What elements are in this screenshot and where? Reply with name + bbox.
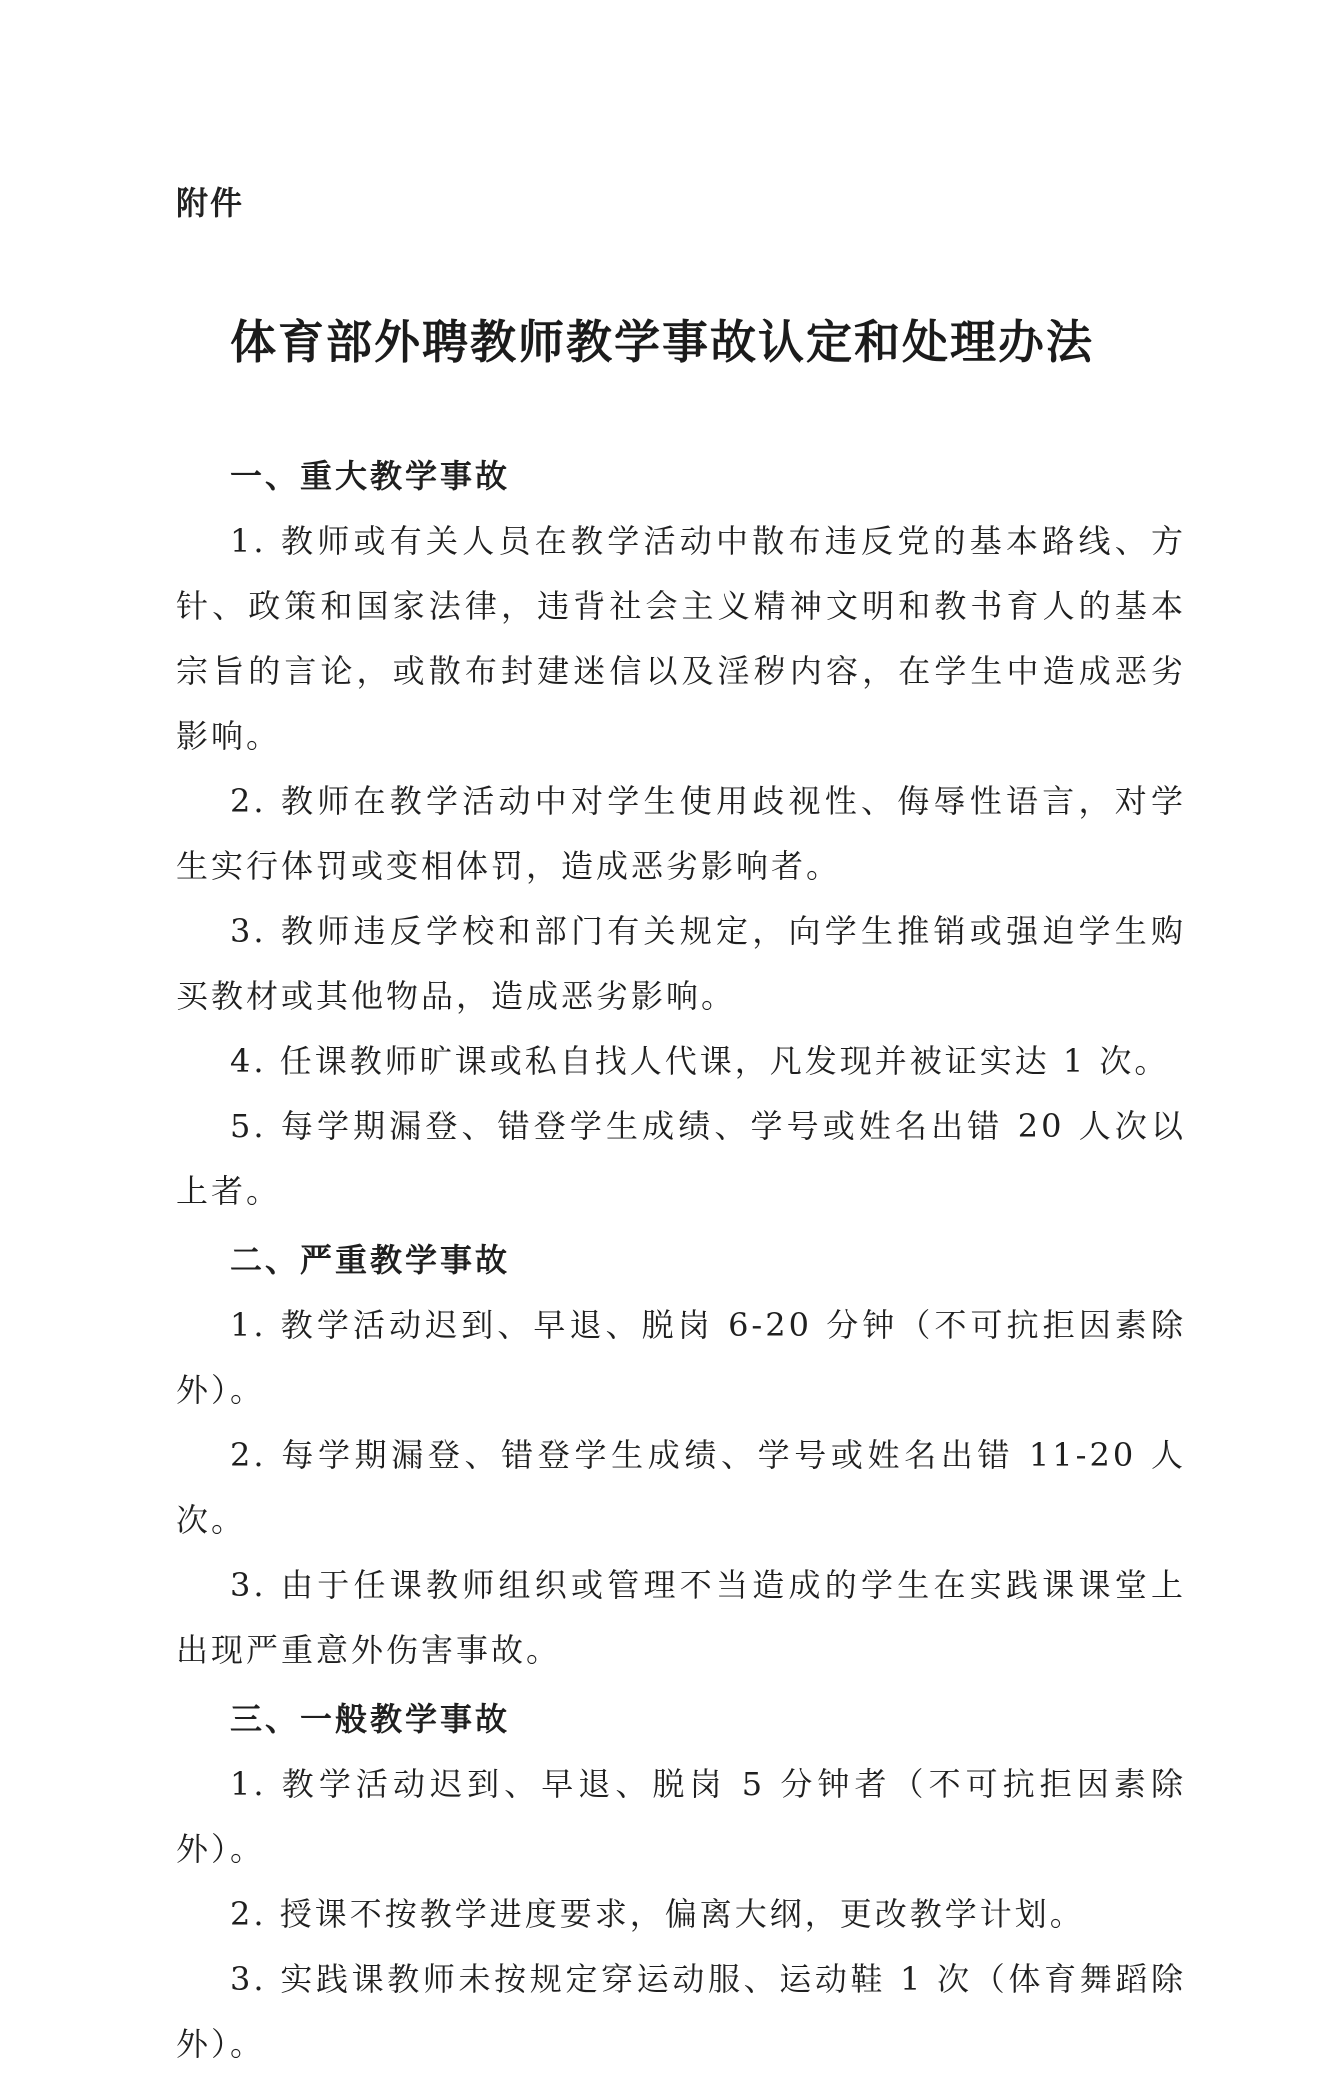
- attachment-label: 附件: [176, 184, 245, 222]
- clause: 4. 任课教师旷课或私自找人代课，凡发现并被证实达 1 次。: [230, 1042, 1170, 1080]
- section-2: [176, 1228, 1186, 1683]
- clause: 3. 教师违反学校和部门有关规定，向学生推销或强迫学生购买教材或其他物品，造成恶劣影响。: [176, 912, 1186, 1015]
- clause: 1. 教师或有关人员在教学活动中散布违反党的基本路线、方针、政策和国家法律，违背社会主义精神文明和教书育人的基本宗旨的言论，或散布封建迷信以及淫秽内容，在学生中造成恶劣影响。: [176, 522, 1186, 755]
- document-title: 体育部外聘教师教学事故认定和处理办法: [230, 315, 1094, 369]
- clause: 1. 教学活动迟到、早退、脱岗 6-20 分钟（不可抗拒因素除外）。: [176, 1306, 1186, 1409]
- clause: 3. 由于任课教师组织或管理不当造成的学生在实践课课堂上出现严重意外伤害事故。: [176, 1566, 1186, 1669]
- clause: 5. 每学期漏登、错登学生成绩、学号或姓名出错 20 人次以上者。: [176, 1107, 1186, 1210]
- clause: 2. 教师在教学活动中对学生使用歧视性、侮辱性语言，对学生实行体罚或变相体罚，造成恶劣影响者。: [176, 782, 1186, 885]
- clause: 3. 实践课教师未按规定穿运动服、运动鞋 1 次（体育舞蹈除外）。: [176, 1960, 1186, 2063]
- section-heading: 二、严重教学事故: [230, 1241, 511, 1279]
- section-1: [176, 444, 1186, 1224]
- clause: 2. 授课不按教学进度要求，偏离大纲，更改教学计划。: [230, 1895, 1085, 1933]
- document-body: [176, 444, 1186, 2077]
- section-heading: 一、重大教学事故: [230, 457, 511, 495]
- section-3: [176, 1687, 1186, 2077]
- clause: 1. 教学活动迟到、早退、脱岗 5 分钟者（不可抗拒因素除外）。: [176, 1765, 1186, 1868]
- section-heading: 三、一般教学事故: [230, 1700, 511, 1738]
- clause: 2. 每学期漏登、错登学生成绩、学号或姓名出错 11-20 人次。: [176, 1436, 1186, 1539]
